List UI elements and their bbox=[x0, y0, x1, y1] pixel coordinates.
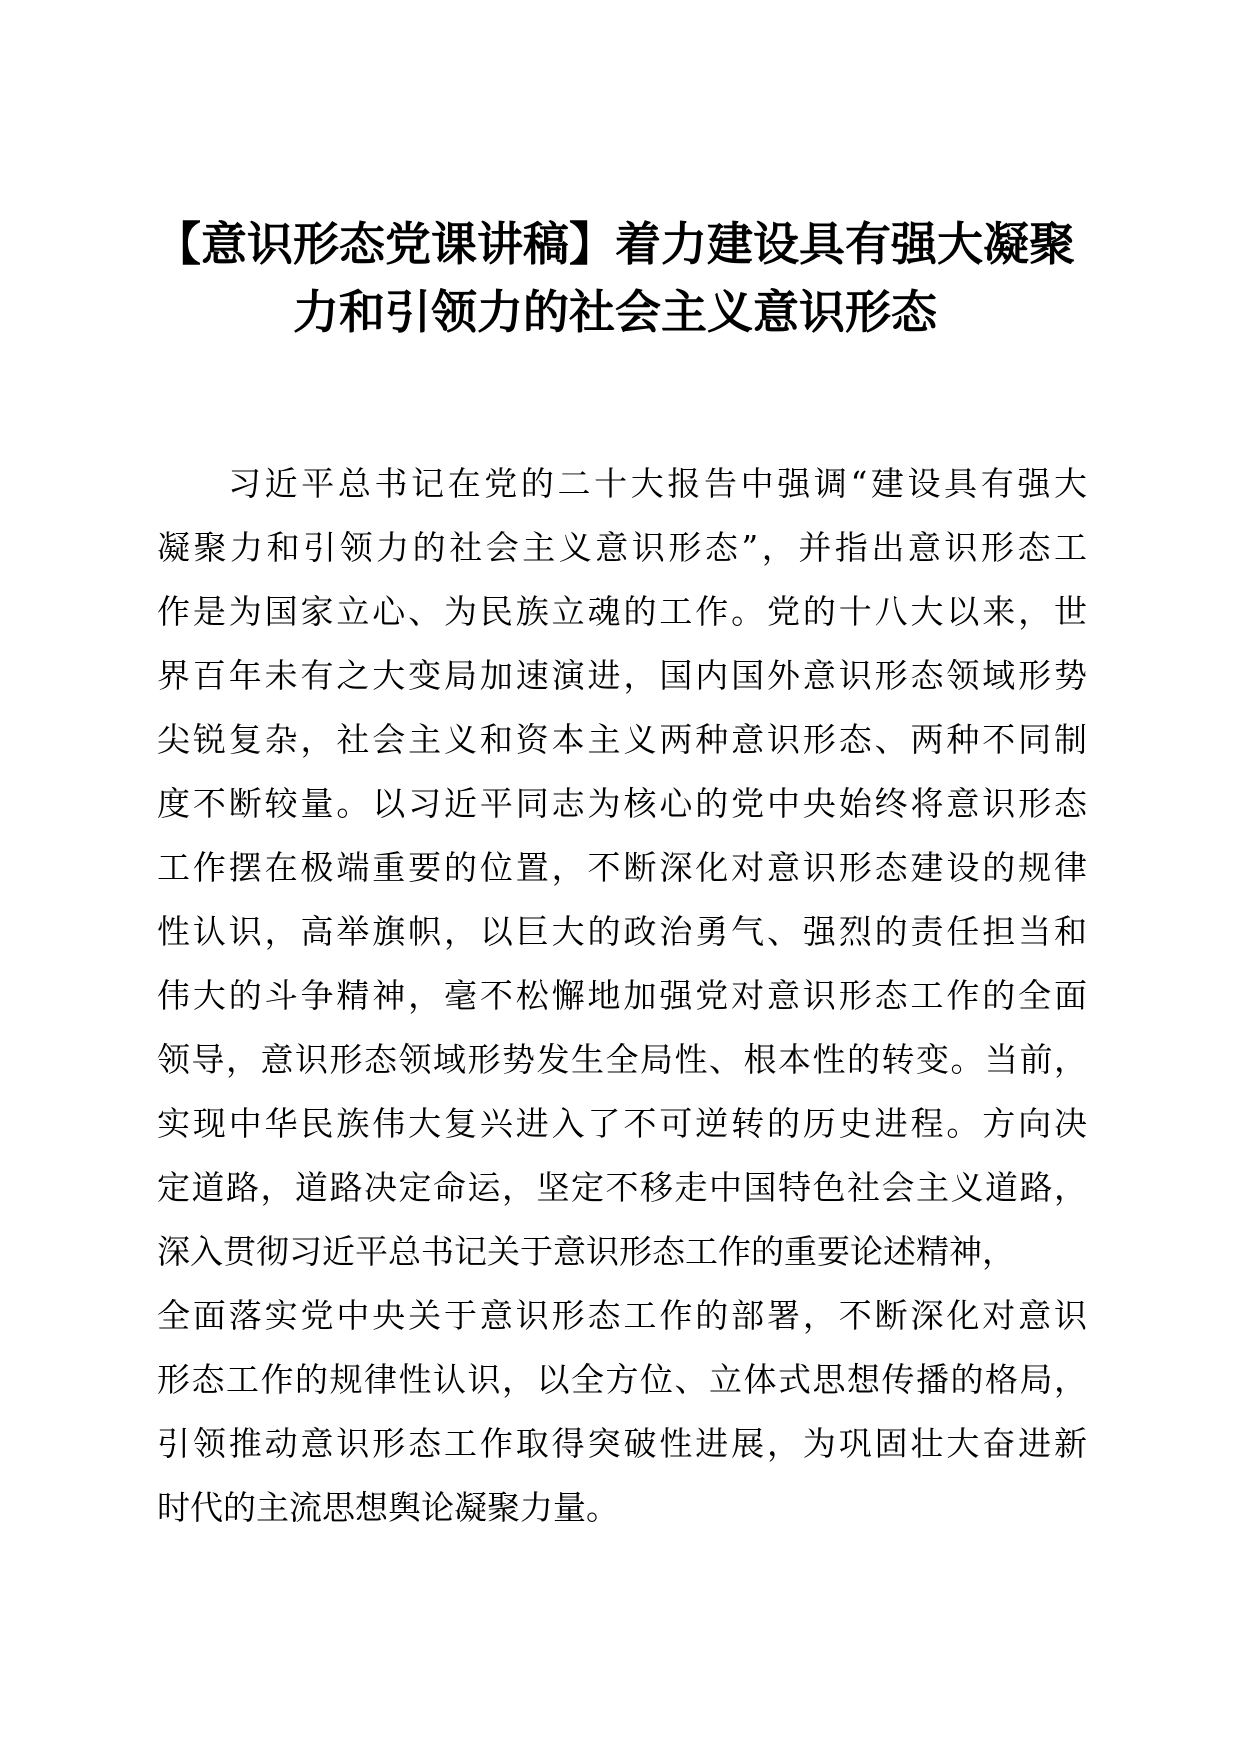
body-line: 全面落实党中央关于意识形态工作的部署，不断深化对意识 bbox=[157, 1296, 1087, 1335]
body-line: 时代的主流思想舆论凝聚力量。 bbox=[157, 1488, 619, 1527]
body-line: 尖锐复杂，社会主义和资本主义两种意识形态、两种不同制 bbox=[157, 720, 1087, 759]
body-line: 领导，意识形态领域形势发生全局性、根本性的转变。当前， bbox=[157, 1040, 1087, 1079]
body-line: 引领推动意识形态工作取得突破性进展，为巩固壮大奋进新 bbox=[157, 1424, 1087, 1463]
body-line: 性认识，高举旗帜，以巨大的政治勇气、强烈的责任担当和 bbox=[157, 912, 1087, 951]
body-line: 定道路，道路决定命运，坚定不移走中国特色社会主义道路， bbox=[157, 1168, 1087, 1207]
body-line: 凝聚力和引领力的社会主义意识形态”，并指出意识形态工 bbox=[157, 528, 1087, 567]
body-line: 工作摆在极端重要的位置，不断深化对意识形态建设的规律 bbox=[157, 848, 1087, 887]
body-line: 界百年未有之大变局加速演进，国内国外意识形态领域形势 bbox=[157, 656, 1087, 695]
body-line: 深入贯彻习近平总书记关于意识形态工作的重要论述精神， bbox=[157, 1232, 1015, 1271]
body-line: 实现中华民族伟大复兴进入了不可逆转的历史进程。方向决 bbox=[157, 1104, 1087, 1143]
title-line: 力和引领力的社会主义意识形态 bbox=[293, 285, 937, 339]
body-line: 习近平总书记在党的二十大报告中强调“建设具有强大 bbox=[228, 464, 1087, 503]
body-line: 度不断较量。以习近平同志为核心的党中央始终将意识形态 bbox=[157, 784, 1087, 823]
document-body bbox=[157, 452, 1087, 1540]
document-title bbox=[150, 210, 1080, 346]
body-line: 形态工作的规律性认识，以全方位、立体式思想传播的格局， bbox=[157, 1360, 1087, 1399]
title-line: 【意识形态党课讲稿】着力建设具有强大凝聚 bbox=[155, 217, 1075, 271]
body-line: 作是为国家立心、为民族立魂的工作。党的十八大以来，世 bbox=[157, 592, 1087, 631]
body-line: 伟大的斗争精神，毫不松懈地加强党对意识形态工作的全面 bbox=[157, 976, 1087, 1015]
